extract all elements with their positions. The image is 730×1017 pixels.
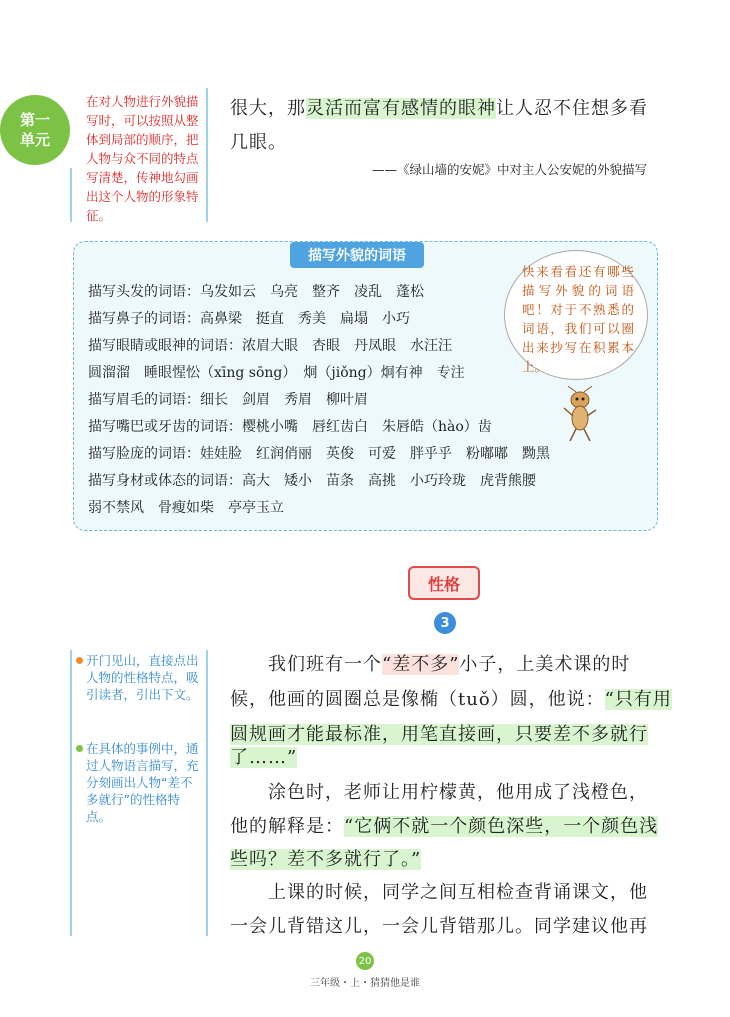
vocab-line: 描写眼睛或眼神的词语：浓眉大眼 杏眼 丹凤眼 水汪汪 <box>88 338 452 354</box>
top-passage-line2: 几眼。 <box>230 132 287 153</box>
unit-badge <box>0 95 70 165</box>
bullet-icon <box>76 657 83 664</box>
vocab-line: 描写眉毛的词语：细长 剑眉 秀眉 柳叶眉 <box>88 392 368 408</box>
footer-text: 三年级・上・猜猜他是谁 <box>310 978 420 989</box>
passage-line: 涂色时，老师让用柠檬黄，他用成了浅橙色， <box>268 782 648 803</box>
vocab-line: 圆溜溜 睡眼惺忪（xīng sōng） 炯（jiǒng）炯有神 专注 <box>88 365 465 381</box>
passage-line: 我们班有一个“差不多”小子，上美术课的时 <box>268 654 631 675</box>
vocab-line: 描写头发的词语：乌发如云 乌亮 整齐 凌乱 蓬松 <box>88 284 424 300</box>
highlight: “差不多” <box>382 654 460 675</box>
vocab-title: 描写外貌的词语 <box>290 242 424 268</box>
bullet-icon <box>76 745 83 752</box>
vocab-line: 弱不禁风 骨瘦如柴 亭亭玉立 <box>88 500 284 516</box>
vocab-line: 描写脸庞的词语：娃娃脸 红润俏丽 英俊 可爱 胖乎乎 粉嘟嘟 黝黑 <box>88 446 550 462</box>
highlight: “它俩不就一个颜色深些，一个颜色浅 <box>344 816 659 837</box>
divider-line <box>206 88 208 222</box>
appearance-tip-note: 在对人物进行外貌描写时，可以按照从整体到局部的顺序，把人物与众不同的特点写清楚，传神地勾画出这个人物的形象特征。 <box>86 94 199 223</box>
divider-line <box>70 168 72 222</box>
highlight: 了……” <box>230 747 298 768</box>
highlight: 圆规画才能最标准，用笔直接画，只要差不多就行 <box>230 724 648 745</box>
passage-line: 他的解释是：“它俩不就一个颜色深些，一个颜色浅 <box>230 816 659 837</box>
highlight: 灵活而富有感情的眼神 <box>306 98 496 119</box>
unit-badge-line1: 第一 <box>19 111 50 129</box>
speech-bubble-text: 快来看看还有哪些描写外貌的词语吧！对于不熟悉的词语，我们可以圈出来抄写在积累本上。 <box>522 264 634 374</box>
side-note: 开门见山，直接点出人物的性格特点，吸引读者，引出下文。 <box>86 652 204 703</box>
side-note: 在具体的事例中，通过人物语言描写，充分刻画出人物“差不多就行”的性格特点。 <box>86 740 204 825</box>
passage-line: 上课的时候，同学之间互相检查背诵课文，他 <box>268 882 648 903</box>
cricket-character-icon <box>556 386 606 442</box>
passage-line: 候，他画的圆圈总是像椭（tuǒ）圆，他说：“只有用 <box>230 689 672 710</box>
quote-source: ——《绿山墙的安妮》中对主人公安妮的外貌描写 <box>372 162 648 177</box>
passage-line <box>230 741 297 775</box>
unit-badge-line2: 单元 <box>19 131 50 149</box>
passage-line: 一会儿背错这儿，一会儿背错那儿。同学建议他再 <box>230 916 648 937</box>
vocab-line: 描写身材或体态的词语：高大 矮小 苗条 高挑 小巧玲珑 虎背熊腰 <box>88 473 536 489</box>
section-title: 性格 <box>408 566 480 600</box>
divider-line <box>206 650 208 936</box>
highlight: 些吗？差不多就行了。” <box>230 849 422 870</box>
vocab-line: 描写嘴巴或牙齿的词语：樱桃小嘴 唇红齿白 朱唇皓（hào）齿 <box>88 419 492 435</box>
page-number: 20 <box>356 952 374 970</box>
section-number: 3 <box>434 612 456 634</box>
passage-line <box>230 843 421 877</box>
highlight: “只有用 <box>604 689 672 710</box>
divider-line <box>70 650 72 936</box>
top-passage-line1: 很大，那灵活而富有感情的眼神让人忍不住想多看 <box>230 98 648 119</box>
vocab-line: 描写鼻子的词语：高鼻梁 挺直 秀美 扁塌 小巧 <box>88 311 410 327</box>
